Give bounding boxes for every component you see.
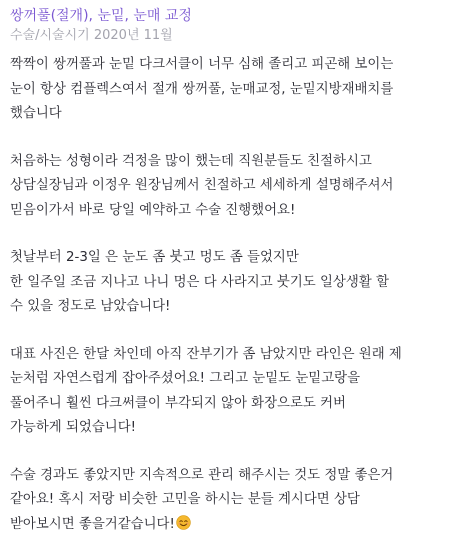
review-paragraph xyxy=(10,464,457,538)
review-line: 처음하는 성형이라 걱정을 많이 했는데 직원분들도 친절하시고 xyxy=(10,153,372,169)
review-line: 수술 경과도 좋았지만 지속적으로 관리 해주시는 것도 정말 좋은거 xyxy=(10,467,394,483)
review-body xyxy=(10,53,457,537)
review-paragraph xyxy=(10,246,457,320)
procedure-title[interactable]: 쌍꺼풀(절개), 눈밑, 눈매 교정 xyxy=(10,8,192,24)
review-line: 풀어주니 훨씬 다크써클이 부각되지 않아 화장으로도 커버 xyxy=(10,395,346,411)
review-line: 짝짝이 쌍꺼풀과 눈밑 다크서클이 너무 심해 졸리고 피곤해 보이는 xyxy=(10,57,394,72)
review-line: 했습니다 xyxy=(10,106,62,121)
review-paragraph xyxy=(10,343,457,441)
review-paragraph xyxy=(10,150,457,224)
review-line: 상담실장님과 이정우 원장님께서 친절하고 세세하게 설명해주셔서 xyxy=(10,178,394,193)
review-line: 같아요! 혹시 저랑 비슷한 고민을 하시는 분들 계시다면 상담 xyxy=(10,492,360,507)
procedure-date: 수술/시술시기 2020년 11월 xyxy=(10,28,173,43)
review-line: 대표 사진은 한달 차인데 아직 잔부기가 좀 남았지만 라인은 원래 제 xyxy=(10,346,402,362)
review-line: 눈이 항상 컴플렉스여서 절개 쌍꺼풀, 눈매교정, 눈밑지방재배치를 xyxy=(10,81,394,97)
review-line: 눈처럼 자연스럽게 잡아주셨어요! 그리고 눈밑도 눈밑고랑을 xyxy=(10,371,361,386)
smiling-face-emoji-icon xyxy=(176,515,191,530)
review-line: 한 일주일 조금 지나고 나니 멍은 다 사라지고 붓기도 일상생활 할 xyxy=(10,274,389,290)
review-paragraph xyxy=(10,53,457,127)
review-line: 받아보시면 좋을거같습니다! xyxy=(10,513,457,538)
review-line: 첫날부터 2-3일 은 눈도 좀 붓고 멍도 좀 들었지만 xyxy=(10,250,299,265)
review-line: 가능하게 되었습니다! xyxy=(10,420,137,435)
review-line: 믿음이가서 바로 당일 예약하고 수술 진행했어요! xyxy=(10,202,296,218)
review-line: 수 있을 정도로 남았습니다! xyxy=(10,299,171,314)
